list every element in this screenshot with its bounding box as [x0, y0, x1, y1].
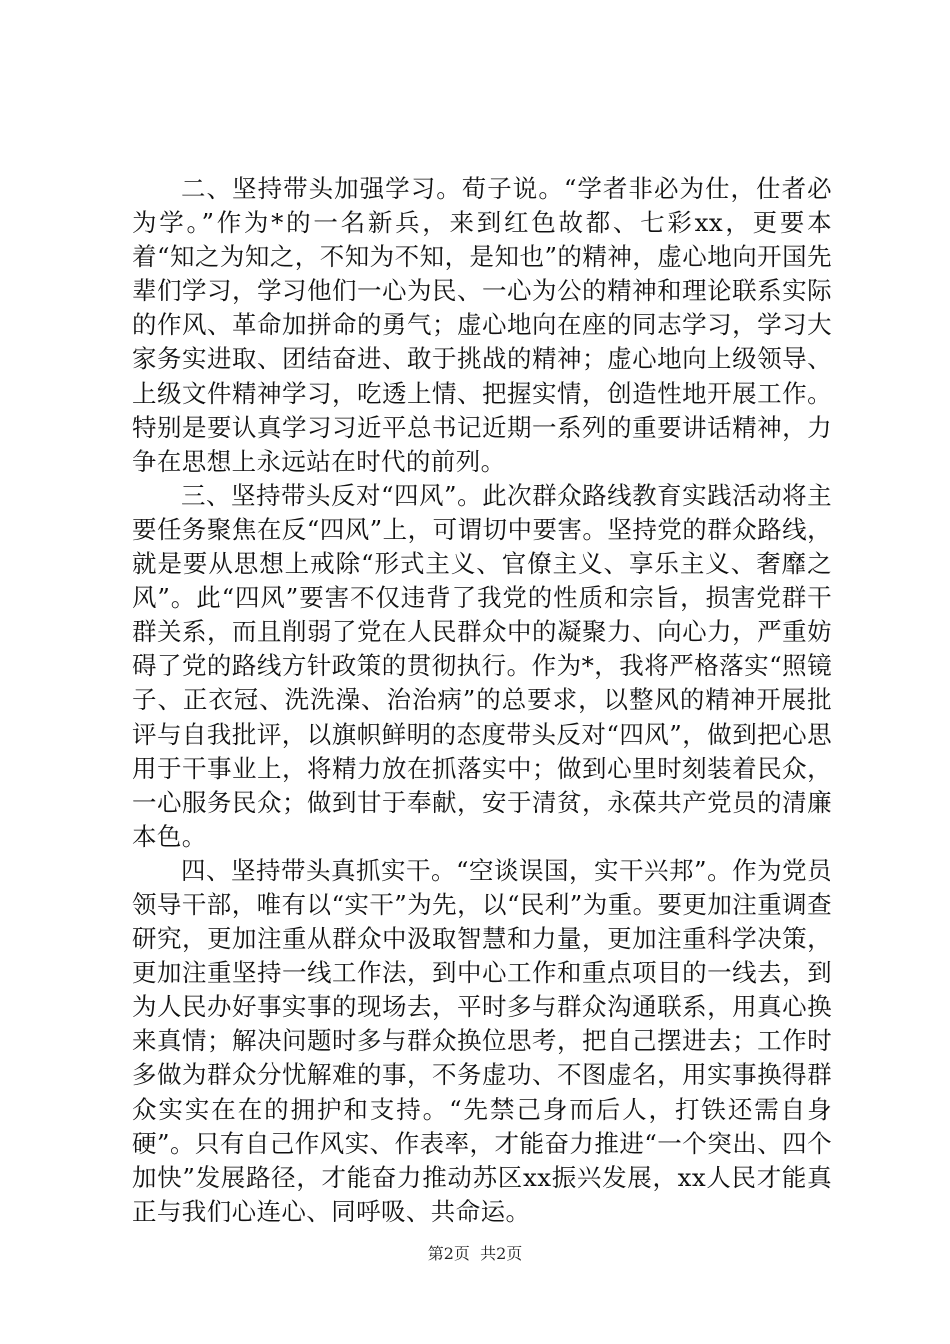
paragraph-section-four: 四、坚持带头真抓实干。“空谈误国，实干兴邦”。作为党员领导干部，唯有以“实干”为先，以“民利”为重。要更加注重调查研究，更加注重从群众中汲取智慧和力量，更加注重科学决策，更加注重坚持一线工作法，到中心工作和重点项目的一线去，到为人民办好事实事的现场去，平时多与群众沟通联系，用真心换来真情；解决问题时多与群众换位思考，把自己摆进去；工作时多做为群众分忧解难的事，不务虚功、不图虚名，用实事换得群众实实在在的拥护和支持。“先禁己身而后人，打铁还需自身硬”。只有自己作风实、作表率，才能奋力推进“一个突出、四个加快”发展路径，才能奋力推动苏区xx振兴发展，xx人民才能真正与我们心连心、同呼吸、共命运。 — [132, 855, 832, 1226]
paragraph-section-two: 二、坚持带头加强学习。荀子说。“学者非必为仕，仕者必为学。”作为*的一名新兵，来到红色故都、七彩xx，更要本着“知之为知之，不知为不知，是知也”的精神，虚心地向开国先辈们学习，学习他们一心为民、一心为公的精神和理论联系实际的作风、革命加拼命的勇气；虚心地向在座的同志学习，学习大家务实进取、团结奋进、敢于挑战的精神；虚心地向上级领导、上级文件精神学习，吃透上情、把握实情，创造性地开展工作。特别是要认真学习习近平总书记近期一系列的重要讲话精神，力争在思想上永远站在时代的前列。 — [132, 174, 832, 476]
document-body — [132, 172, 832, 1229]
page-footer — [0, 1243, 950, 1265]
page-number-label: 第2页 共2页 — [427, 1244, 523, 1263]
paragraph-section-three: 三、坚持带头反对“四风”。此次群众路线教育实践活动将主要任务聚焦在反“四风”上，可谓切中要害。坚持党的群众路线，就是要从思想上戒除“形式主义、官僚主义、享乐主义、奢靡之风”。此“四风”要害不仅违背了我党的性质和宗旨，损害党群干群关系，而且削弱了党在人民群众中的凝聚力、向心力，严重妨碍了党的路线方针政策的贯彻执行。作为*，我将严格落实“照镜子、正衣冠、洗洗澡、治治病”的总要求，以整风的精神开展批评与自我批评，以旗帜鲜明的态度带头反对“四风”，做到把心思用于干事业上，将精力放在抓落实中；做到心里时刻装着民众，一心服务民众；做到甘于奉献，安于清贫，永葆共产党员的清廉本色。 — [132, 480, 832, 851]
